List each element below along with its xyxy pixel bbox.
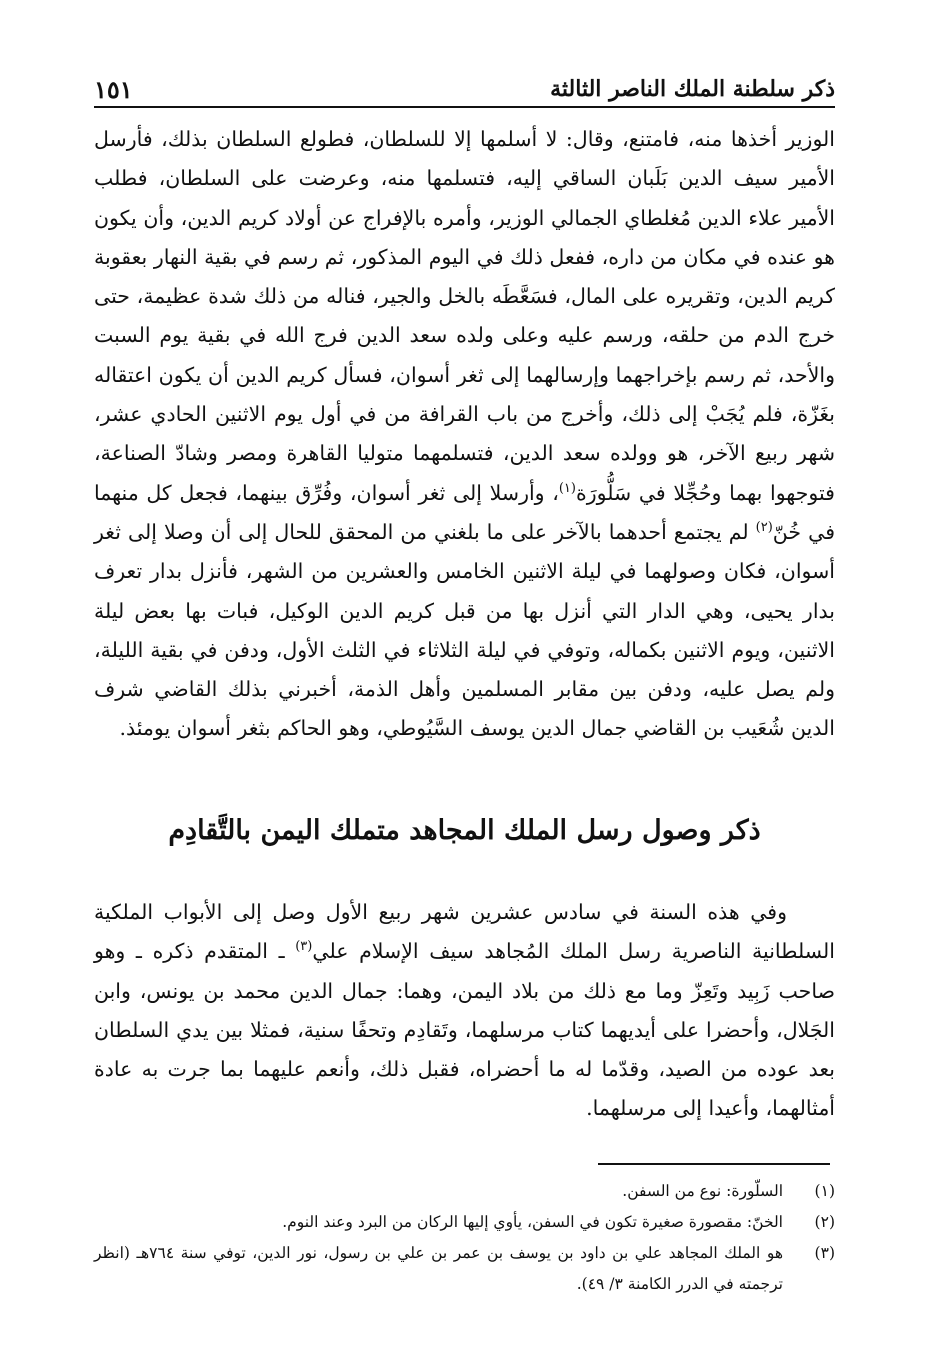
footnote-text: السلّورة: نوع من السفن. [622,1182,783,1200]
paragraph-text: ـ المتقدم ذكره ـ وهو صاحب زَبِيد وتَعِزّ وما مع ذلك من بلاد اليمن، وهما: جمال الدين محمد بن يونس، وابن الجَلال، وأحضرا على أيديهما كتاب مرسلهما، وتَقادِم وتحفًا سنية، فمثلا بين يدي السلطان بعد عوده من الصيد، وقدّما له ما أحضراه، فقبل ذلك، وأنعم عليهما بما جرت به عادة أمثالهما، وأعيدا إلى مرسلهما. [94,939,835,1121]
footnote-text: الخنّ: مقصورة صغيرة تكون في السفن، يأوي إليها الركان من البرد وعند النوم. [282,1213,783,1231]
footnote-number: (٣) [814,1244,835,1262]
footnote-separator [598,1163,830,1165]
footnote-number: (١) [814,1182,835,1200]
footnote-reference-3[interactable]: (٣) [295,939,313,955]
page-number: ١٥١ [94,74,133,104]
body-paragraph-2 [94,893,835,1129]
paragraph-text: وفي هذه السنة في سادس عشرين شهر ربيع الأول وصل إلى الأبواب الملكية السلطانية الناصرية رسل الملك المُجاهد سيف الإسلام علي [94,900,836,964]
footnote-text: هو الملك المجاهد علي بن داود بن يوسف بن عمر بن علي بن رسول، نور الدين، توفي سنة ٧٦٤هـ (انظر ترجمته في الدرر الكامنة ٣/ ٤٩). [94,1244,784,1293]
footnote-reference-2[interactable]: (٢) [755,520,773,536]
running-header [94,72,835,108]
footnote-number: (٢) [814,1213,835,1231]
body-paragraph-1 [94,120,835,749]
footnote-item [94,1176,835,1207]
paragraph-text: لم يجتمع أحدهما بالآخر على ما بلغني من المحقق للحال إلى أن وصلا إلى ثغر أسوان، فكان وصولهما في ليلة الاثنين الخامس والعشرين من الشهر، فأنزل بدار تعرف بدار يحيى، وهي الدار التي أنزل بها من قبل كريم الدين الوكيل، فبات بها بعض ليلة الاثنين، ويوم الاثنين بكماله، وتوفي في ليلة الثلاثاء في الثلث الأول، ودفن في بقية الليلة، ولم يصل عليه، ودفن بين مقابر المسلمين وأهل الذمة، أخبرني بذلك القاضي شرف الدين شُعَيب بن القاضي جمال الدين يوسف السَّيُوطي، وهو الحاكم بثغر أسوان يومئذ. [94,519,835,741]
footnote-item [94,1238,835,1300]
paragraph-text: ، وأرسلا إلى ثغر أسوان، وفُرِّق بينهما، فجعل كل منهما في خُنّ [94,480,835,544]
paragraph-text: الوزير أخذها منه، فامتنع، وقال: لا أسلمها إلا للسلطان، فطولع السلطان بذلك، فأرسل الأمير سيف الدين بَلَبان الساقي إليه، فتسلمها منه، وعرضت على السلطان، فطلب الأمير علاء الدين مُغلطاي الجمالي الوزير، وأمره بالإفراج عن أولاد كريم الدين، وأن يكون هو عنده في مكان من داره، ففعل ذلك في اليوم المذكور، ثم رسم في بقية النهار بعقوبة كريم الدين، وتقريره على المال، فسَعَّطَه بالخل والجير، فناله من ذلك شدة عظيمة، حتى خرج الدم من حلقه، ورسم عليه وعلى ولده سعد الدين فرج الله في بقية يوم السبت والأحد، ثم رسم بإخراجهما وإرسالهما إلى ثغر أسوان، فسأل كريم الدين أن يكون اعتقاله بغَزّة، فلم يُجَبْ إلى ذلك، وأخرج من باب القرافة من في أول يوم الاثنين الحادي عشر، شهر ربيع الآخر، هو وولده سعد الدين، فتسلمهما متوليا القاهرة ومصر وشادّ الصناعة، فتوجهوا بهما وحُجِّلا في سَلُّورَة [94,127,835,505]
footnote-item [94,1207,835,1238]
running-title: ذكر سلطنة الملك الناصر الثالثة [550,76,835,102]
footnotes-list [94,1176,835,1300]
section-heading: ذكر وصول رسل الملك المجاهد متملك اليمن بالتَّقادِم [168,815,761,846]
footnote-reference-1[interactable]: (١) [558,480,576,496]
